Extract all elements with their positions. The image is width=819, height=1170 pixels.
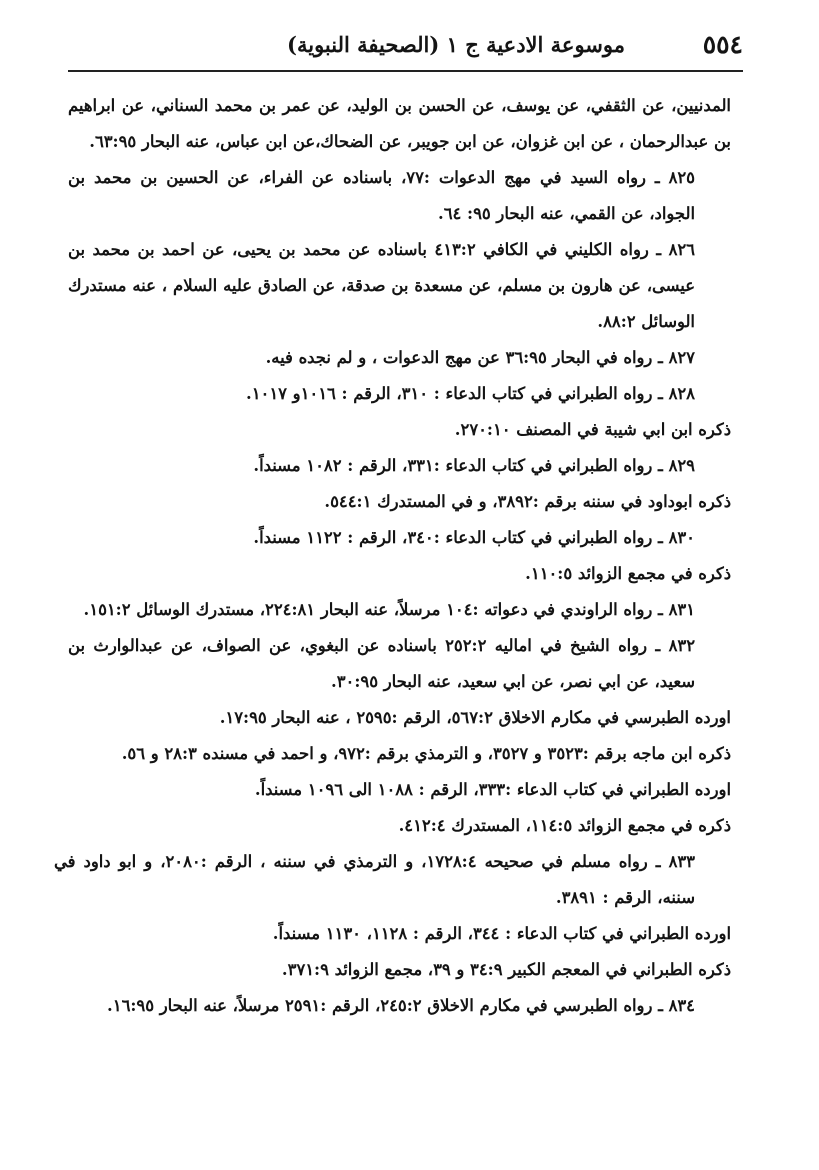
paragraph: ٨٣٣ ـ رواه مسلم في صحيحه ١٧٢٨:٤، و الترمذي في سننه ، الرقم :٢٠٨٠، و ابو داود في سننه، الرقم : ٣٨٩١.	[54, 852, 695, 907]
paragraph: ذكره في مجمع الزوائد ١١٠:٥.	[525, 564, 731, 583]
paragraph: ذكره ابوداود في سننه برقم :٣٨٩٢، و في المستدرك ٥٤٤:١.	[324, 492, 731, 511]
paragraph: اورده الطبرسي في مكارم الاخلاق ٥٦٧:٢، الرقم :٢٥٩٥ ، عنه البحار ١٧:٩٥.	[219, 708, 731, 727]
paragraph: ذكره ابن ابي شيبة في المصنف ٢٧٠:١٠.	[454, 420, 731, 439]
paragraph: المدنيين، عن الثقفي، عن يوسف، عن الحسن بن الوليد، عن عمر بن محمد السناني، عن ابراهيم بن عبدالرحمان ، عن ابن غزوان، عن ابن جويبر، عن الضحاك،عن ابن عباس، عنه البحار ٦٣:٩٥.	[68, 96, 731, 151]
paragraph: ٨٢٦ ـ رواه الكليني في الكافي ٤١٣:٢ باسناده عن محمد بن يحيى، عن احمد بن محمد بن عيسى، عن هارون بن مسلم، عن مسعدة بن صدقة، عن الصادق عليه السلام ، عنه مستدرك الوسائل ٨٨:٢.	[68, 240, 695, 331]
paragraph: اورده الطبراني في كتاب الدعاء :٣٣٣، الرقم : ١٠٨٨ الى ١٠٩٦ مسنداً.	[254, 780, 731, 799]
paragraph: ٨٢٥ ـ رواه السيد في مهج الدعوات :٧٧، باسناده عن الفراء، عن الحسين بن محمد بن الجواد، عن القمي، عنه البحار ٩٥: ٦٤.	[68, 168, 695, 223]
paragraph: ٨٣١ ـ رواه الراوندي في دعواته :١٠٤ مرسلاً، عنه البحار ٢٢٤:٨١، مستدرك الوسائل ١٥١:٢.	[83, 600, 695, 619]
paragraph: ذكره في مجمع الزوائد ١١٤:٥، المستدرك ٤١٢:٤.	[398, 816, 731, 835]
paragraph: ٨٣٠ ـ رواه الطبراني في كتاب الدعاء :٣٤٠، الرقم : ١١٢٢ مسنداً.	[253, 528, 695, 547]
paragraph: اورده الطبراني في كتاب الدعاء : ٣٤٤، الرقم : ١١٢٨، ١١٣٠ مسنداً.	[272, 924, 731, 943]
paragraph: ٨٢٨ ـ رواه الطبراني في كتاب الدعاء : ٣١٠، الرقم : ١٠١٦و ١٠١٧.	[246, 384, 695, 403]
book-title: موسوعة الادعية ج ١ (الصحيفة النبوية)	[287, 32, 625, 57]
paragraph: ٨٢٧ ـ رواه في البحار ٣٦:٩٥ عن مهج الدعوات ، و لم نجده فيه.	[265, 348, 695, 367]
paragraph: ذكره ابن ماجه برقم :٣٥٢٣ و ٣٥٢٧، و الترمذي برقم :٩٧٢، و احمد في مسنده ٢٨:٣ و ٥٦.	[121, 744, 731, 763]
paragraph: ٨٣٤ ـ رواه الطبرسي في مكارم الاخلاق ٢٤٥:٢، الرقم :٢٥٩١ مرسلاً، عنه البحار ١٦:٩٥.	[107, 996, 695, 1015]
page-number: ٥٥٤	[702, 30, 743, 59]
footnotes-body	[54, 88, 731, 1024]
page-header	[68, 30, 743, 72]
paragraph: ٨٢٩ ـ رواه الطبراني في كتاب الدعاء :٣٣١، الرقم : ١٠٨٢ مسنداً.	[253, 456, 695, 475]
paragraph: ٨٣٢ ـ رواه الشيخ في اماليه ٢٥٢:٢ باسناده عن البغوي، عن الصواف، عن عبدالوارث بن سعيد، عن ابي نصر، عن ابي سعيد، عنه البحار ٣٠:٩٥.	[68, 636, 696, 691]
paragraph: ذكره الطبراني في المعجم الكبير ٣٤:٩ و ٣٩، مجمع الزوائد ٣٧١:٩.	[281, 960, 731, 979]
